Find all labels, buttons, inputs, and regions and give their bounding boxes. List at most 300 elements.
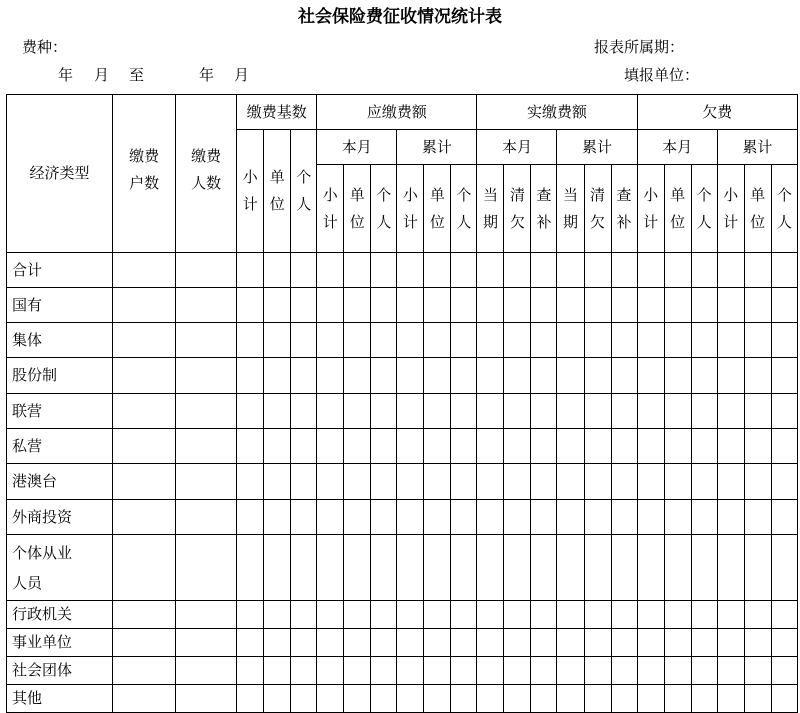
data-cell[interactable] <box>691 535 717 601</box>
data-cell[interactable] <box>611 253 637 288</box>
data-cell[interactable] <box>504 629 531 657</box>
data-cell[interactable] <box>424 394 451 429</box>
data-cell[interactable] <box>691 657 717 685</box>
data-cell[interactable] <box>176 323 237 358</box>
data-cell[interactable] <box>264 657 291 685</box>
data-cell[interactable] <box>611 358 637 394</box>
data-cell[interactable] <box>291 500 317 535</box>
data-cell[interactable] <box>744 464 771 500</box>
data-cell[interactable] <box>531 601 557 629</box>
data-cell[interactable] <box>176 535 237 601</box>
data-cell[interactable] <box>691 429 717 464</box>
data-cell[interactable] <box>531 535 557 601</box>
data-cell[interactable] <box>264 500 291 535</box>
data-cell[interactable] <box>424 500 451 535</box>
data-cell[interactable] <box>451 657 477 685</box>
data-cell[interactable] <box>176 253 237 288</box>
data-cell[interactable] <box>451 253 477 288</box>
data-cell[interactable] <box>344 253 371 288</box>
data-cell[interactable] <box>451 288 477 323</box>
data-cell[interactable] <box>664 358 691 394</box>
data-cell[interactable] <box>237 685 264 713</box>
data-cell[interactable] <box>531 323 557 358</box>
data-cell[interactable] <box>504 288 531 323</box>
data-cell[interactable] <box>397 685 424 713</box>
data-cell[interactable] <box>344 464 371 500</box>
data-cell[interactable] <box>717 253 744 288</box>
data-cell[interactable] <box>477 629 504 657</box>
data-cell[interactable] <box>584 685 611 713</box>
data-cell[interactable] <box>451 358 477 394</box>
data-cell[interactable] <box>424 685 451 713</box>
data-cell[interactable] <box>344 657 371 685</box>
data-cell[interactable] <box>557 657 584 685</box>
data-cell[interactable] <box>477 323 504 358</box>
data-cell[interactable] <box>691 685 717 713</box>
data-cell[interactable] <box>637 500 664 535</box>
data-cell[interactable] <box>317 464 344 500</box>
data-cell[interactable] <box>371 464 397 500</box>
data-cell[interactable] <box>584 323 611 358</box>
data-cell[interactable] <box>237 657 264 685</box>
data-cell[interactable] <box>504 323 531 358</box>
data-cell[interactable] <box>451 323 477 358</box>
data-cell[interactable] <box>584 500 611 535</box>
data-cell[interactable] <box>291 323 317 358</box>
data-cell[interactable] <box>611 288 637 323</box>
data-cell[interactable] <box>611 685 637 713</box>
data-cell[interactable] <box>424 429 451 464</box>
data-cell[interactable] <box>451 394 477 429</box>
data-cell[interactable] <box>531 500 557 535</box>
data-cell[interactable] <box>557 685 584 713</box>
data-cell[interactable] <box>113 429 176 464</box>
data-cell[interactable] <box>611 429 637 464</box>
data-cell[interactable] <box>291 394 317 429</box>
data-cell[interactable] <box>264 323 291 358</box>
data-cell[interactable] <box>113 657 176 685</box>
data-cell[interactable] <box>264 358 291 394</box>
data-cell[interactable] <box>717 288 744 323</box>
data-cell[interactable] <box>371 629 397 657</box>
data-cell[interactable] <box>744 601 771 629</box>
data-cell[interactable] <box>371 601 397 629</box>
data-cell[interactable] <box>584 657 611 685</box>
data-cell[interactable] <box>424 629 451 657</box>
data-cell[interactable] <box>371 500 397 535</box>
data-cell[interactable] <box>176 685 237 713</box>
data-cell[interactable] <box>424 657 451 685</box>
data-cell[interactable] <box>477 657 504 685</box>
data-cell[interactable] <box>557 253 584 288</box>
data-cell[interactable] <box>691 253 717 288</box>
data-cell[interactable] <box>664 657 691 685</box>
data-cell[interactable] <box>397 253 424 288</box>
data-cell[interactable] <box>317 500 344 535</box>
data-cell[interactable] <box>611 500 637 535</box>
data-cell[interactable] <box>176 464 237 500</box>
data-cell[interactable] <box>291 429 317 464</box>
data-cell[interactable] <box>317 657 344 685</box>
data-cell[interactable] <box>424 288 451 323</box>
data-cell[interactable] <box>744 685 771 713</box>
data-cell[interactable] <box>584 288 611 323</box>
data-cell[interactable] <box>317 629 344 657</box>
data-cell[interactable] <box>717 685 744 713</box>
data-cell[interactable] <box>717 500 744 535</box>
data-cell[interactable] <box>317 601 344 629</box>
data-cell[interactable] <box>504 657 531 685</box>
data-cell[interactable] <box>584 429 611 464</box>
data-cell[interactable] <box>557 464 584 500</box>
data-cell[interactable] <box>744 429 771 464</box>
data-cell[interactable] <box>237 394 264 429</box>
data-cell[interactable] <box>477 288 504 323</box>
data-cell[interactable] <box>451 601 477 629</box>
data-cell[interactable] <box>451 464 477 500</box>
data-cell[interactable] <box>504 685 531 713</box>
data-cell[interactable] <box>531 629 557 657</box>
data-cell[interactable] <box>637 394 664 429</box>
data-cell[interactable] <box>717 535 744 601</box>
data-cell[interactable] <box>691 394 717 429</box>
data-cell[interactable] <box>371 253 397 288</box>
data-cell[interactable] <box>504 253 531 288</box>
data-cell[interactable] <box>744 629 771 657</box>
data-cell[interactable] <box>237 535 264 601</box>
data-cell[interactable] <box>264 288 291 323</box>
data-cell[interactable] <box>424 253 451 288</box>
data-cell[interactable] <box>264 394 291 429</box>
data-cell[interactable] <box>557 358 584 394</box>
data-cell[interactable] <box>717 358 744 394</box>
data-cell[interactable] <box>371 358 397 394</box>
data-cell[interactable] <box>557 601 584 629</box>
data-cell[interactable] <box>113 464 176 500</box>
data-cell[interactable] <box>397 464 424 500</box>
data-cell[interactable] <box>664 323 691 358</box>
data-cell[interactable] <box>717 657 744 685</box>
data-cell[interactable] <box>371 535 397 601</box>
data-cell[interactable] <box>611 657 637 685</box>
data-cell[interactable] <box>611 464 637 500</box>
data-cell[interactable] <box>637 429 664 464</box>
data-cell[interactable] <box>557 429 584 464</box>
data-cell[interactable] <box>397 535 424 601</box>
data-cell[interactable] <box>291 535 317 601</box>
data-cell[interactable] <box>397 500 424 535</box>
data-cell[interactable] <box>317 535 344 601</box>
data-cell[interactable] <box>771 394 797 429</box>
data-cell[interactable] <box>744 323 771 358</box>
data-cell[interactable] <box>664 629 691 657</box>
data-cell[interactable] <box>531 394 557 429</box>
data-cell[interactable] <box>664 464 691 500</box>
data-cell[interactable] <box>344 601 371 629</box>
data-cell[interactable] <box>397 629 424 657</box>
data-cell[interactable] <box>584 464 611 500</box>
data-cell[interactable] <box>176 358 237 394</box>
data-cell[interactable] <box>691 629 717 657</box>
data-cell[interactable] <box>477 535 504 601</box>
data-cell[interactable] <box>291 288 317 323</box>
data-cell[interactable] <box>504 601 531 629</box>
data-cell[interactable] <box>771 500 797 535</box>
data-cell[interactable] <box>344 429 371 464</box>
data-cell[interactable] <box>176 429 237 464</box>
data-cell[interactable] <box>477 500 504 535</box>
data-cell[interactable] <box>291 464 317 500</box>
data-cell[interactable] <box>344 629 371 657</box>
data-cell[interactable] <box>264 685 291 713</box>
data-cell[interactable] <box>451 429 477 464</box>
data-cell[interactable] <box>317 253 344 288</box>
data-cell[interactable] <box>691 464 717 500</box>
data-cell[interactable] <box>584 253 611 288</box>
data-cell[interactable] <box>771 629 797 657</box>
data-cell[interactable] <box>664 535 691 601</box>
data-cell[interactable] <box>237 500 264 535</box>
data-cell[interactable] <box>176 500 237 535</box>
data-cell[interactable] <box>771 358 797 394</box>
data-cell[interactable] <box>691 500 717 535</box>
data-cell[interactable] <box>237 601 264 629</box>
data-cell[interactable] <box>176 394 237 429</box>
data-cell[interactable] <box>113 535 176 601</box>
data-cell[interactable] <box>344 358 371 394</box>
data-cell[interactable] <box>317 358 344 394</box>
data-cell[interactable] <box>504 358 531 394</box>
data-cell[interactable] <box>717 601 744 629</box>
data-cell[interactable] <box>744 253 771 288</box>
data-cell[interactable] <box>344 535 371 601</box>
data-cell[interactable] <box>397 601 424 629</box>
data-cell[interactable] <box>424 323 451 358</box>
data-cell[interactable] <box>637 685 664 713</box>
data-cell[interactable] <box>717 629 744 657</box>
data-cell[interactable] <box>113 601 176 629</box>
data-cell[interactable] <box>611 601 637 629</box>
data-cell[interactable] <box>771 601 797 629</box>
data-cell[interactable] <box>531 358 557 394</box>
data-cell[interactable] <box>771 657 797 685</box>
data-cell[interactable] <box>744 535 771 601</box>
data-cell[interactable] <box>477 394 504 429</box>
data-cell[interactable] <box>584 535 611 601</box>
data-cell[interactable] <box>744 288 771 323</box>
data-cell[interactable] <box>717 323 744 358</box>
data-cell[interactable] <box>771 288 797 323</box>
data-cell[interactable] <box>477 429 504 464</box>
data-cell[interactable] <box>531 685 557 713</box>
data-cell[interactable] <box>691 323 717 358</box>
data-cell[interactable] <box>771 685 797 713</box>
data-cell[interactable] <box>504 394 531 429</box>
data-cell[interactable] <box>237 429 264 464</box>
data-cell[interactable] <box>371 288 397 323</box>
data-cell[interactable] <box>371 323 397 358</box>
data-cell[interactable] <box>477 685 504 713</box>
data-cell[interactable] <box>611 629 637 657</box>
data-cell[interactable] <box>691 358 717 394</box>
data-cell[interactable] <box>291 629 317 657</box>
data-cell[interactable] <box>113 323 176 358</box>
data-cell[interactable] <box>344 394 371 429</box>
data-cell[interactable] <box>664 288 691 323</box>
data-cell[interactable] <box>717 429 744 464</box>
row-label: 社会团体 <box>7 657 113 685</box>
data-cell[interactable] <box>424 464 451 500</box>
data-cell[interactable] <box>557 629 584 657</box>
data-cell[interactable] <box>557 288 584 323</box>
data-cell[interactable] <box>113 500 176 535</box>
data-cell[interactable] <box>424 601 451 629</box>
data-cell[interactable] <box>477 464 504 500</box>
data-cell[interactable] <box>584 601 611 629</box>
data-cell[interactable] <box>531 464 557 500</box>
data-cell[interactable] <box>664 685 691 713</box>
data-cell[interactable] <box>176 657 237 685</box>
data-cell[interactable] <box>237 288 264 323</box>
data-cell[interactable] <box>691 601 717 629</box>
data-cell[interactable] <box>397 358 424 394</box>
data-cell[interactable] <box>176 629 237 657</box>
data-cell[interactable] <box>397 323 424 358</box>
data-cell[interactable] <box>371 394 397 429</box>
data-cell[interactable] <box>557 394 584 429</box>
data-cell[interactable] <box>291 253 317 288</box>
data-cell[interactable] <box>451 685 477 713</box>
data-cell[interactable] <box>637 253 664 288</box>
data-cell[interactable] <box>113 288 176 323</box>
data-cell[interactable] <box>531 657 557 685</box>
data-cell[interactable] <box>637 358 664 394</box>
data-cell[interactable] <box>344 288 371 323</box>
data-cell[interactable] <box>664 500 691 535</box>
data-cell[interactable] <box>237 358 264 394</box>
data-cell[interactable] <box>477 601 504 629</box>
data-cell[interactable] <box>771 535 797 601</box>
data-cell[interactable] <box>113 253 176 288</box>
data-cell[interactable] <box>771 323 797 358</box>
data-cell[interactable] <box>744 394 771 429</box>
data-cell[interactable] <box>317 429 344 464</box>
data-cell[interactable] <box>637 629 664 657</box>
data-cell[interactable] <box>371 429 397 464</box>
data-cell[interactable] <box>317 288 344 323</box>
data-cell[interactable] <box>237 629 264 657</box>
data-cell[interactable] <box>744 657 771 685</box>
data-cell[interactable] <box>531 253 557 288</box>
data-cell[interactable] <box>637 323 664 358</box>
data-cell[interactable] <box>557 500 584 535</box>
data-cell[interactable] <box>344 500 371 535</box>
data-cell[interactable] <box>237 323 264 358</box>
data-cell[interactable] <box>504 464 531 500</box>
data-cell[interactable] <box>397 394 424 429</box>
data-cell[interactable] <box>317 323 344 358</box>
data-cell[interactable] <box>611 535 637 601</box>
data-cell[interactable] <box>611 323 637 358</box>
data-cell[interactable] <box>584 394 611 429</box>
data-cell[interactable] <box>584 629 611 657</box>
data-cell[interactable] <box>344 323 371 358</box>
data-cell[interactable] <box>291 685 317 713</box>
data-cell[interactable] <box>291 601 317 629</box>
data-cell[interactable] <box>664 429 691 464</box>
data-cell[interactable] <box>397 288 424 323</box>
data-cell[interactable] <box>371 657 397 685</box>
data-cell[interactable] <box>771 429 797 464</box>
data-cell[interactable] <box>176 601 237 629</box>
data-cell[interactable] <box>237 464 264 500</box>
data-cell[interactable] <box>113 685 176 713</box>
data-cell[interactable] <box>344 685 371 713</box>
data-cell[interactable] <box>264 464 291 500</box>
data-cell[interactable] <box>317 685 344 713</box>
data-cell[interactable] <box>264 535 291 601</box>
data-cell[interactable] <box>637 288 664 323</box>
data-cell[interactable] <box>557 535 584 601</box>
data-cell[interactable] <box>176 288 237 323</box>
data-cell[interactable] <box>664 253 691 288</box>
data-cell[interactable] <box>504 500 531 535</box>
data-cell[interactable] <box>504 535 531 601</box>
data-cell[interactable] <box>664 601 691 629</box>
data-cell[interactable] <box>237 253 264 288</box>
data-cell[interactable] <box>451 629 477 657</box>
data-cell[interactable] <box>691 288 717 323</box>
data-cell[interactable] <box>371 685 397 713</box>
data-cell[interactable] <box>637 601 664 629</box>
data-cell[interactable] <box>397 657 424 685</box>
data-cell[interactable] <box>424 535 451 601</box>
data-cell[interactable] <box>637 535 664 601</box>
data-cell[interactable] <box>477 253 504 288</box>
data-cell[interactable] <box>771 253 797 288</box>
data-cell[interactable] <box>611 394 637 429</box>
data-cell[interactable] <box>113 394 176 429</box>
data-cell[interactable] <box>637 657 664 685</box>
data-cell[interactable] <box>771 464 797 500</box>
data-cell[interactable] <box>664 394 691 429</box>
data-cell[interactable] <box>264 429 291 464</box>
data-cell[interactable] <box>717 464 744 500</box>
data-cell[interactable] <box>531 429 557 464</box>
data-cell[interactable] <box>584 358 611 394</box>
data-cell[interactable] <box>717 394 744 429</box>
data-cell[interactable] <box>451 500 477 535</box>
data-cell[interactable] <box>113 358 176 394</box>
data-cell[interactable] <box>744 500 771 535</box>
data-cell[interactable] <box>317 394 344 429</box>
data-cell[interactable] <box>113 629 176 657</box>
data-cell[interactable] <box>291 657 317 685</box>
data-cell[interactable] <box>397 429 424 464</box>
data-cell[interactable] <box>264 629 291 657</box>
data-cell[interactable] <box>744 358 771 394</box>
data-cell[interactable] <box>477 358 504 394</box>
data-cell[interactable] <box>424 358 451 394</box>
data-cell[interactable] <box>557 323 584 358</box>
data-cell[interactable] <box>291 358 317 394</box>
data-cell[interactable] <box>637 464 664 500</box>
data-cell[interactable] <box>264 253 291 288</box>
data-cell[interactable] <box>531 288 557 323</box>
data-cell[interactable] <box>451 535 477 601</box>
data-cell[interactable] <box>504 429 531 464</box>
data-cell[interactable] <box>264 601 291 629</box>
